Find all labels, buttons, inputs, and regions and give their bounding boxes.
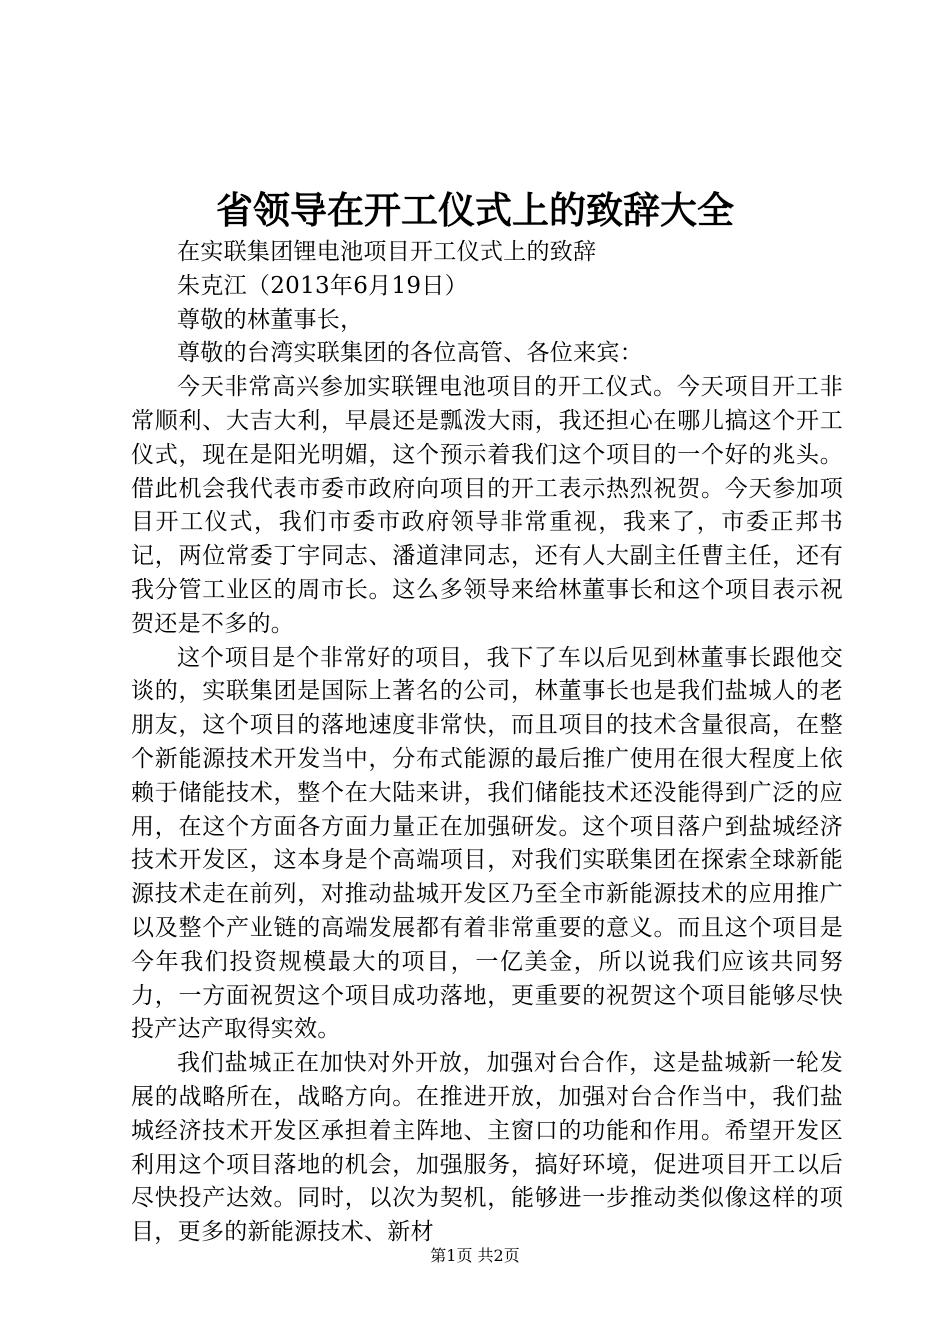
body-paragraph: 今天非常高兴参加实联锂电池项目的开工仪式。今天项目开工非常顺利、大吉大利，早晨还是瓢泼大雨，我还担心在哪儿搞这个开工仪式，现在是阳光明媚，这个预示着我们这个项目的一个好的兆头。借此机会我代表市委市政府向项目的开工表示热烈祝贺。今天参加项目开工仪式，我们市委市政府领导非常重视，我来了，市委正邦书记，两位常委丁宇同志、潘道津同志，还有人大副主任曹主任，还有我分管工业区的周市长。这么多领导来给林董事长和这个项目表示祝贺还是不多的。	[131, 374, 843, 637]
body-paragraph: 这个项目是个非常好的项目，我下了车以后见到林董事长跟他交谈的，实联集团是国际上著名的公司，林董事长也是我们盐城人的老朋友，这个项目的落地速度非常快，而且项目的技术含量很高，在整个新能源技术开发当中，分布式能源的最后推广使用在很大程度上依赖于储能技术，整个在大陆来讲，我们储能技术还没能得到广泛的应用，在这个方面各方面力量正在加强研发。这个项目落户到盐城经济技术开发区，这本身是个高端项目，对我们实联集团在探索全球新能源技术走在前列，对推动盐城开发区乃至全市新能源技术的应用推广以及整个产业链的高端发展都有着非常重要的意义。而且这个项目是今年我们投资规模最大的项目，一亿美金，所以说我们应该共同努力，一方面祝贺这个项目成功落地，更重要的祝贺这个项目能够尽快投产达产取得实效。	[131, 644, 843, 1043]
page-number-footer: 第1页 共2页	[430, 1246, 520, 1265]
document-title: 省领导在开工仪式上的致辞大全	[216, 188, 734, 232]
document-body	[131, 236, 843, 1250]
speech-heading: 在实联集团锂电池项目开工仪式上的致辞	[177, 239, 597, 265]
speaker-date-line: 朱克江（2013年6月19日）	[177, 272, 468, 299]
salutation-line: 尊敬的林董事长，	[177, 306, 364, 333]
body-paragraph: 我们盐城正在加快对外开放，加强对台合作，这是盐城新一轮发展的战略所在，战略方向。在推进开放，加强对台合作当中，我们盐城经济技术开发区承担着主阵地、主窗口的功能和作用。希望开发区利用这个项目落地的机会，加强服务，搞好环境，促进项目开工以后尽快投产达效。同时，以次为契机，能够进一步推动类似像这样的项目，更多的新能源技术、新材	[131, 1050, 843, 1246]
salutation-line: 尊敬的台湾实联集团的各位高管、各位来宾：	[177, 340, 643, 367]
